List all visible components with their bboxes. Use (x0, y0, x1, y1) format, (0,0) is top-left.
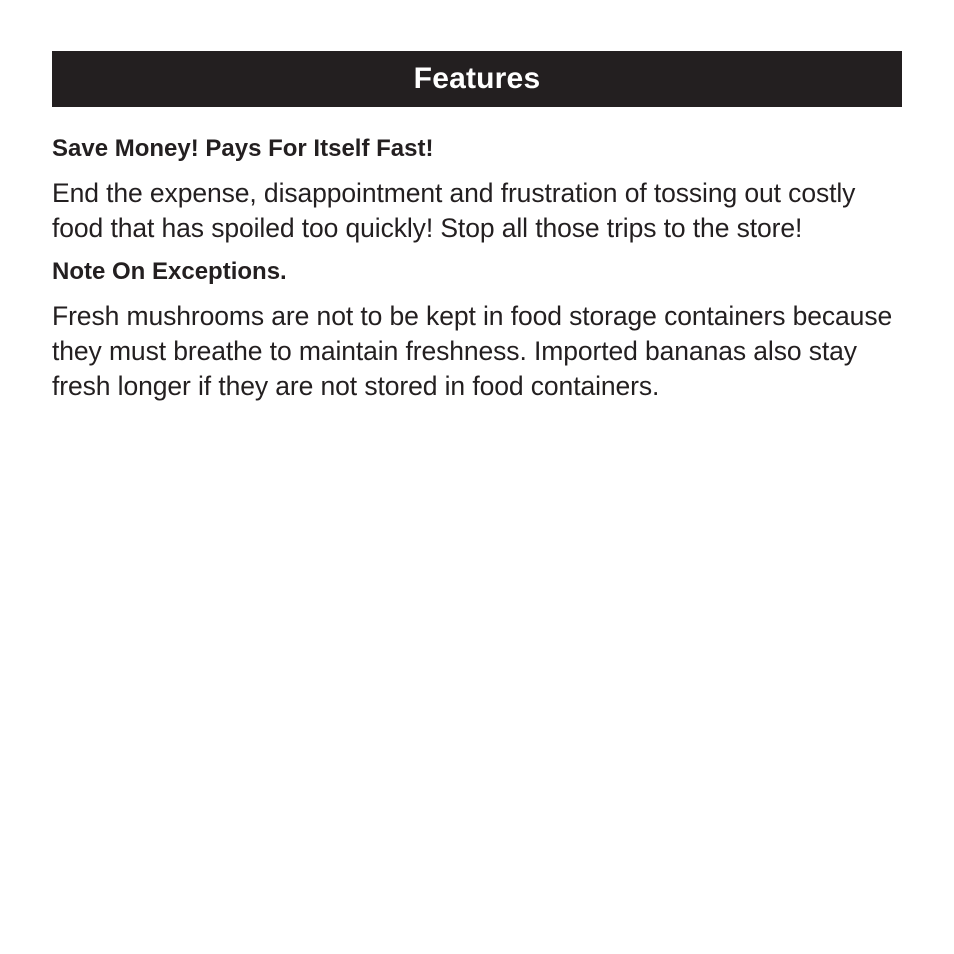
section-title: Features (413, 62, 541, 95)
exceptions-paragraph: Fresh mushrooms are not to be kept in food storage containers because they must breathe to maintain freshness. Imported bananas also stay fresh longer if they are not stored in food containers. (52, 301, 893, 401)
page-content (52, 51, 902, 404)
save-money-paragraph: End the expense, disappointment and frustration of tossing out costly food that has spoiled too quickly! Stop all those trips to the store! (52, 178, 856, 243)
exceptions-heading: Note On Exceptions. (52, 258, 287, 285)
section-banner (52, 51, 902, 107)
save-money-heading: Save Money! Pays For Itself Fast! (52, 135, 434, 162)
